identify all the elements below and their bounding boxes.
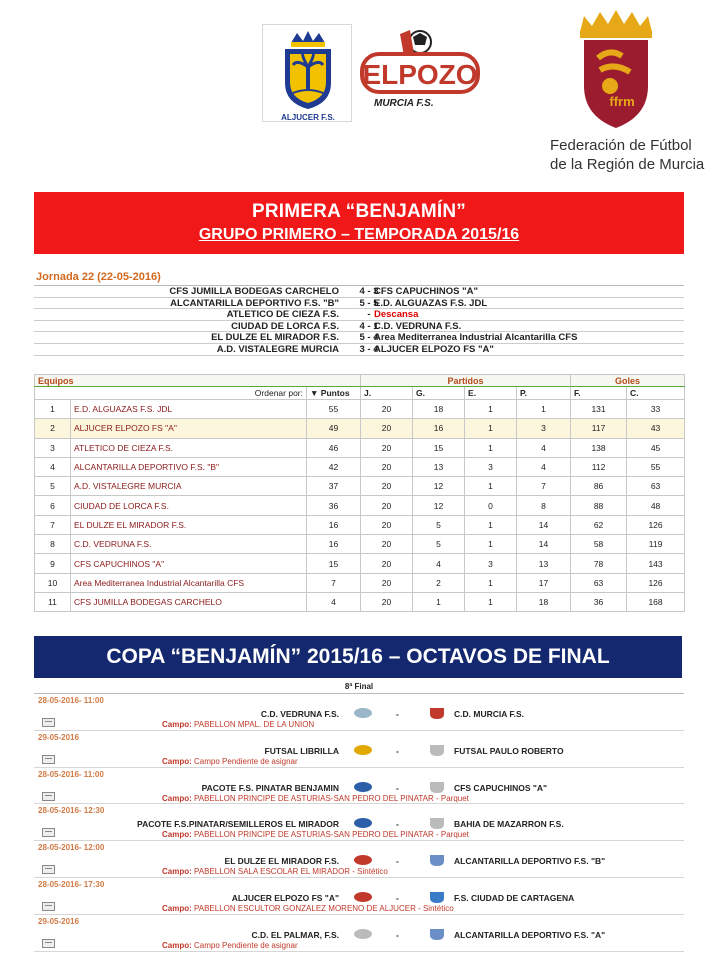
- calendar-icon[interactable]: [42, 718, 55, 727]
- cell-p: 4: [517, 457, 571, 476]
- cell-team[interactable]: A.D. VISTALEGRE MURCIA: [71, 477, 307, 496]
- home-team-crest-icon: [352, 707, 374, 719]
- venue-label: Campo:: [162, 903, 192, 913]
- cup-match-row: [34, 915, 684, 952]
- cup-match-row: [34, 841, 684, 878]
- cell-c: 43: [627, 419, 685, 438]
- match-venue: [162, 720, 314, 729]
- match-away-team[interactable]: ALCANTARILLA DEPORTIVO F.S. "A": [454, 929, 606, 940]
- cell-team[interactable]: E.D. ALGUAZAS F.S. JDL: [71, 400, 307, 419]
- cell-pts: 4: [307, 592, 361, 611]
- cell-e: 0: [465, 496, 517, 515]
- cell-pts: 7: [307, 573, 361, 592]
- result-away-rest: Descansa: [374, 309, 419, 321]
- col-e[interactable]: E.: [465, 387, 517, 400]
- cup-match-row: [34, 768, 684, 805]
- cell-c: 168: [627, 592, 685, 611]
- table-row: [35, 496, 685, 515]
- cell-pos: 3: [35, 438, 71, 457]
- order-by-control[interactable]: [35, 387, 307, 400]
- cell-e: 1: [465, 573, 517, 592]
- cell-c: 126: [627, 515, 685, 534]
- cell-j: 20: [361, 573, 413, 592]
- result-home: ATLETICO DE CIEZA F.S.: [226, 309, 339, 321]
- away-team-crest-icon: [427, 744, 447, 757]
- match-away-team[interactable]: ALCANTARILLA DEPORTIVO F.S. "B": [454, 856, 606, 867]
- col-j[interactable]: J.: [361, 387, 413, 400]
- match-home-team[interactable]: ALJUCER ELPOZO FS "A": [231, 892, 339, 903]
- cell-p: 14: [517, 535, 571, 554]
- calendar-icon[interactable]: [42, 939, 55, 948]
- col-puntos[interactable]: [307, 387, 361, 400]
- cup-match-row: [34, 731, 684, 768]
- cell-g: 4: [413, 554, 465, 573]
- cell-j: 20: [361, 592, 413, 611]
- result-home: CIUDAD DE LORCA F.S.: [231, 320, 339, 332]
- match-venue: [162, 794, 469, 803]
- ffrm-badge-lettering: ffrm: [609, 94, 635, 109]
- match-date: 28-05-2016- 12:00: [38, 843, 105, 853]
- match-venue: [162, 757, 298, 766]
- result-score: 5 - 4: [359, 332, 379, 344]
- venue-name: PABELLON ESCULTOR GONZALEZ MORENO DE ALJUCER - Sintético: [194, 903, 454, 913]
- cell-g: 16: [413, 419, 465, 438]
- cell-pts: 36: [307, 496, 361, 515]
- cell-p: 4: [517, 438, 571, 457]
- venue-label: Campo:: [162, 867, 192, 877]
- match-home-team[interactable]: PACOTE F.S.PINATAR/SEMILLEROS EL MIRADOR: [137, 819, 339, 830]
- cell-f: 63: [571, 573, 627, 592]
- cell-f: 36: [571, 592, 627, 611]
- table-row: [35, 554, 685, 573]
- match-away-team[interactable]: CFS CAPUCHINOS "A": [454, 782, 548, 793]
- cell-c: 48: [627, 496, 685, 515]
- home-team-crest-icon: [352, 781, 374, 793]
- table-row: [35, 573, 685, 592]
- cell-c: 119: [627, 535, 685, 554]
- cell-c: 45: [627, 438, 685, 457]
- jornada-title: Jornada 22 (22-05-2016): [34, 270, 684, 286]
- venue-name: Campo Pendiente de asignar: [194, 756, 298, 766]
- match-separator: -: [396, 709, 399, 719]
- cell-p: 7: [517, 477, 571, 496]
- cell-pts: 15: [307, 554, 361, 573]
- col-puntos-label: Puntos: [320, 388, 350, 398]
- match-home-team[interactable]: C.D. EL PALMAR, F.S.: [251, 929, 339, 940]
- cell-g: 12: [413, 477, 465, 496]
- calendar-icon[interactable]: [42, 902, 55, 911]
- home-team-crest-icon: [352, 854, 374, 866]
- cell-c: 33: [627, 400, 685, 419]
- home-team-crest-icon: [352, 891, 374, 903]
- cell-pos: 7: [35, 515, 71, 534]
- standings-group-header: [35, 375, 685, 387]
- table-row: [35, 592, 685, 611]
- match-separator: -: [396, 929, 399, 940]
- venue-name: Campo Pendiente de asignar: [194, 940, 298, 950]
- federation-line-2: de la Región de Murcia: [550, 156, 705, 173]
- cell-pts: 42: [307, 457, 361, 476]
- venue-label: Campo:: [162, 720, 192, 729]
- table-row: [35, 419, 685, 438]
- col-g[interactable]: G.: [413, 387, 465, 400]
- result-score: 3 - 4: [359, 343, 379, 355]
- cell-e: 1: [465, 535, 517, 554]
- match-away-team[interactable]: F.S. CIUDAD DE CARTAGENA: [454, 892, 575, 903]
- away-team-crest-icon: [427, 891, 447, 904]
- cell-j: 20: [361, 496, 413, 515]
- match-date: 28-05-2016- 17:30: [38, 879, 105, 889]
- elpozo-logo: [360, 28, 482, 110]
- result-home: A.D. VISTALEGRE MURCIA: [216, 343, 339, 355]
- cell-j: 20: [361, 419, 413, 438]
- cell-pos: 8: [35, 535, 71, 554]
- match-date: 29-05-2016: [38, 732, 79, 742]
- away-team-crest-icon: [427, 817, 447, 830]
- cell-e: 3: [465, 457, 517, 476]
- result-away: Area Mediterranea Industrial Alcantarilla CFS: [374, 332, 578, 344]
- cell-f: 78: [571, 554, 627, 573]
- cup-banner: COPA “BENJAMÍN” 2015/16 – OCTAVOS DE FINAL: [34, 636, 682, 678]
- cell-pos: 6: [35, 496, 71, 515]
- cell-f: 62: [571, 515, 627, 534]
- cell-g: 15: [413, 438, 465, 457]
- match-venue: [162, 867, 388, 876]
- federation-line-1: Federación de Fútbol: [550, 137, 692, 154]
- cell-p: 14: [517, 515, 571, 534]
- cell-team[interactable]: ATLETICO DE CIEZA F.S.: [71, 438, 307, 457]
- cell-c: 55: [627, 457, 685, 476]
- cell-p: 13: [517, 554, 571, 573]
- table-row: [35, 535, 685, 554]
- cell-c: 126: [627, 573, 685, 592]
- cell-j: 20: [361, 554, 413, 573]
- venue-label: Campo:: [162, 756, 192, 766]
- cup-match-row: [34, 804, 684, 841]
- cell-team[interactable]: CFS CAPUCHINOS "A": [71, 554, 307, 573]
- cell-pos: 9: [35, 554, 71, 573]
- calendar-icon[interactable]: [42, 792, 55, 801]
- aljucer-club-logo: [262, 24, 352, 122]
- cell-c: 143: [627, 554, 685, 573]
- cell-team[interactable]: CFS JUMILLA BODEGAS CARCHELO: [71, 592, 307, 611]
- cell-e: 1: [465, 477, 517, 496]
- cell-pts: 55: [307, 400, 361, 419]
- home-team-crest-icon: [352, 817, 374, 829]
- match-venue: [162, 941, 298, 950]
- cell-e: 1: [465, 400, 517, 419]
- cell-team[interactable]: EL DULZE EL MIRADOR F.S.: [71, 515, 307, 534]
- match-away-team[interactable]: BAHIA DE MAZARRON F.S.: [454, 819, 564, 830]
- standings-body: [35, 400, 685, 612]
- cell-c: 63: [627, 477, 685, 496]
- away-team-crest-icon: [427, 854, 447, 867]
- cell-p: 1: [517, 400, 571, 419]
- header-partidos: Partidos: [361, 375, 571, 387]
- result-row: [34, 309, 684, 321]
- match-separator: -: [396, 782, 399, 793]
- home-team-crest-icon: [352, 744, 374, 756]
- cell-e: 1: [465, 419, 517, 438]
- cell-pts: 16: [307, 535, 361, 554]
- result-row: [34, 286, 684, 298]
- federation-logo: [540, 8, 705, 176]
- cup-match-row: [34, 878, 684, 915]
- cell-p: 8: [517, 496, 571, 515]
- calendar-icon[interactable]: [42, 865, 55, 874]
- cup-round-label: 8ª Final: [34, 680, 684, 694]
- order-by-label: Ordenar por:: [254, 388, 303, 398]
- cell-team[interactable]: C.D. VEDRUNA F.S.: [71, 535, 307, 554]
- result-row: [34, 332, 684, 344]
- league-title: PRIMERA “BENJAMÍN”: [251, 201, 467, 222]
- match-separator: -: [396, 856, 399, 867]
- result-away: E.D. ALGUAZAS F.S. JDL: [374, 297, 488, 309]
- cell-pos: 11: [35, 592, 71, 611]
- standings-column-header: [35, 387, 685, 400]
- cell-j: 20: [361, 477, 413, 496]
- cell-pts: 37: [307, 477, 361, 496]
- match-date: 28-05-2016- 12:30: [38, 806, 105, 816]
- match-home-team[interactable]: PACOTE F.S. PINATAR BENJAMIN: [201, 782, 339, 793]
- league-banner: [34, 192, 684, 254]
- cell-j: 20: [361, 535, 413, 554]
- cell-p: 3: [517, 419, 571, 438]
- calendar-icon[interactable]: [42, 755, 55, 764]
- venue-label: Campo:: [162, 940, 192, 950]
- match-date: 28-05-2016- 11:00: [38, 769, 104, 779]
- cell-pos: 1: [35, 400, 71, 419]
- table-row: [35, 477, 685, 496]
- match-away-team[interactable]: C.D. MURCIA F.S.: [454, 709, 525, 719]
- result-away: CFS CAPUCHINOS "A": [374, 286, 479, 297]
- col-p[interactable]: P.: [517, 387, 571, 400]
- cell-team[interactable]: ALCANTARILLA DEPORTIVO F.S. "B": [71, 457, 307, 476]
- elpozo-logo-lettering: ELPOZO: [362, 59, 478, 90]
- home-team-crest-icon: [352, 928, 374, 940]
- match-home-team[interactable]: FUTSAL LIBRILLA: [264, 745, 339, 756]
- venue-name: PABELLON MPAL. DE LA UNION: [194, 720, 315, 729]
- match-separator: -: [396, 819, 399, 830]
- cell-g: 12: [413, 496, 465, 515]
- cell-pos: 4: [35, 457, 71, 476]
- cell-pts: 46: [307, 438, 361, 457]
- venue-name: PABELLON PRINCIPE DE ASTURIAS-SAN PEDRO DEL PINATAR - Parquet: [194, 830, 469, 840]
- match-venue: [162, 830, 469, 839]
- cup-fixtures: [34, 680, 684, 952]
- cell-pos: 2: [35, 419, 71, 438]
- cell-f: 88: [571, 496, 627, 515]
- result-score: 4 - 3: [359, 286, 379, 297]
- cell-f: 117: [571, 419, 627, 438]
- result-home: ALCANTARILLA DEPORTIVO F.S. "B": [170, 297, 339, 309]
- cell-e: 1: [465, 438, 517, 457]
- result-row: [34, 321, 684, 333]
- match-date: 29-05-2016: [38, 916, 79, 926]
- federation-name: [550, 136, 710, 174]
- table-row: [35, 438, 685, 457]
- away-team-crest-icon: [427, 707, 447, 720]
- aljucer-logo-lettering: ALJUCER F.S.: [281, 113, 335, 122]
- cell-pts: 16: [307, 515, 361, 534]
- match-home-team[interactable]: C.D. VEDRUNA F.S.: [260, 709, 339, 719]
- cell-pos: 10: [35, 573, 71, 592]
- cell-f: 86: [571, 477, 627, 496]
- cup-match-row: [34, 694, 684, 731]
- cell-p: 18: [517, 592, 571, 611]
- match-date: 28-05-2016- 11:00: [38, 696, 104, 705]
- cell-e: 3: [465, 554, 517, 573]
- match-separator: -: [396, 892, 399, 903]
- away-team-crest-icon: [427, 928, 447, 941]
- header-equipos: Equipos: [35, 375, 361, 387]
- match-home-team[interactable]: EL DULZE EL MIRADOR F.S.: [224, 856, 339, 867]
- table-row: [35, 457, 685, 476]
- sort-desc-icon: ▼: [310, 388, 321, 398]
- cell-f: 58: [571, 535, 627, 554]
- cell-p: 17: [517, 573, 571, 592]
- cell-g: 1: [413, 592, 465, 611]
- cell-team[interactable]: CIUDAD DE LORCA F.S.: [71, 496, 307, 515]
- cell-e: 1: [465, 515, 517, 534]
- cell-g: 18: [413, 400, 465, 419]
- result-away: ALJUCER ELPOZO FS "A": [374, 343, 494, 355]
- venue-label: Campo:: [162, 793, 192, 803]
- cell-f: 138: [571, 438, 627, 457]
- cell-pts: 49: [307, 419, 361, 438]
- standings-table: [34, 374, 685, 612]
- cell-team[interactable]: ALJUCER ELPOZO FS "A": [71, 419, 307, 438]
- cell-f: 112: [571, 457, 627, 476]
- jornada-results: [34, 270, 684, 356]
- result-home: EL DULZE EL MIRADOR F.S.: [211, 332, 339, 344]
- venue-name: PABELLON PRINCIPE DE ASTURIAS-SAN PEDRO DEL PINATAR - Parquet: [194, 793, 469, 803]
- col-c[interactable]: C.: [627, 387, 685, 400]
- result-home: CFS JUMILLA BODEGAS CARCHELO: [169, 286, 339, 297]
- cell-g: 2: [413, 573, 465, 592]
- match-away-team[interactable]: FUTSAL PAULO ROBERTO: [454, 745, 564, 756]
- match-separator: -: [396, 745, 399, 756]
- cell-j: 20: [361, 400, 413, 419]
- elpozo-logo-sub: MURCIA F.S.: [374, 98, 434, 109]
- away-team-crest-icon: [427, 781, 447, 794]
- calendar-icon[interactable]: [42, 828, 55, 837]
- cup-match-list: [34, 694, 684, 952]
- venue-name: PABELLON SALA ESCOLAR EL MIRADOR - Sintético: [194, 867, 388, 877]
- cell-j: 20: [361, 438, 413, 457]
- league-subtitle: GRUPO PRIMERO – TEMPORADA 2015/16: [198, 226, 520, 243]
- venue-label: Campo:: [162, 830, 192, 840]
- col-f[interactable]: F.: [571, 387, 627, 400]
- table-row: [35, 400, 685, 419]
- result-row: [34, 344, 684, 356]
- result-score: -: [367, 309, 371, 321]
- table-row: [35, 515, 685, 534]
- result-away: C.D. VEDRUNA F.S.: [374, 320, 462, 332]
- cell-e: 1: [465, 592, 517, 611]
- cell-g: 5: [413, 515, 465, 534]
- result-score: 4 - 1: [359, 320, 379, 332]
- cell-j: 20: [361, 457, 413, 476]
- cell-pos: 5: [35, 477, 71, 496]
- header-goles: Goles: [571, 375, 685, 387]
- cell-g: 5: [413, 535, 465, 554]
- cell-j: 20: [361, 515, 413, 534]
- cell-f: 131: [571, 400, 627, 419]
- cell-team[interactable]: Area Mediterranea Industrial Alcantarilla CFS: [71, 573, 307, 592]
- result-score: 5 - 5: [359, 297, 379, 309]
- result-row: [34, 298, 684, 310]
- match-venue: [162, 904, 454, 913]
- cell-g: 13: [413, 457, 465, 476]
